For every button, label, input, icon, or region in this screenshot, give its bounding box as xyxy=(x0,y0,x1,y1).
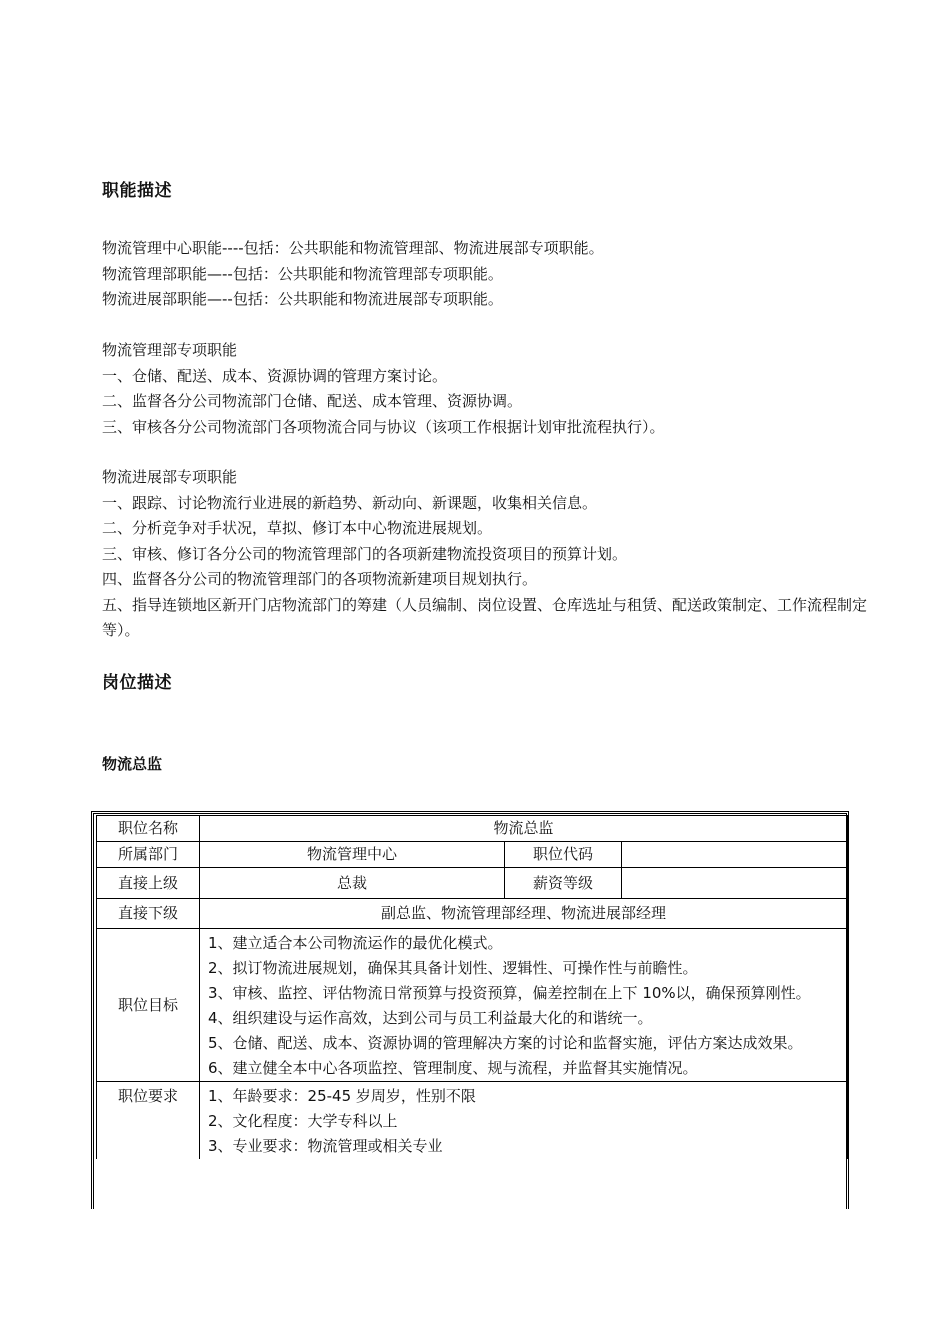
mgmt-dept-item: 三、审核各分公司物流部门各项物流合同与协议（该项工作根据计划审批流程执行）。 xyxy=(102,417,665,436)
requirement-item: 2、文化程度：大学专科以上 xyxy=(208,1112,398,1130)
goal-item: 2、拟订物流进展规划，确保其具备计划性、逻辑性、可操作性与前瞻性。 xyxy=(208,959,698,977)
job-heading: 物流总监 xyxy=(102,755,163,773)
table-row xyxy=(97,816,848,842)
dev-dept-title: 物流进展部专项职能 xyxy=(102,468,238,486)
dev-dept-item: 三、审核、修订各分公司的物流管理部门的各项新建物流投资项目的预算计划。 xyxy=(102,544,628,563)
goal-item: 5、仓储、配送、成本、资源协调的管理解决方案的讨论和监督实施，评估方案达成效果。 xyxy=(208,1034,803,1052)
salary-value xyxy=(622,868,848,899)
position-section-title: 岗位描述 xyxy=(102,673,172,693)
dept-value: 物流管理中心 xyxy=(200,842,505,868)
job-description-table xyxy=(96,815,848,1159)
requirement-item: 1、年龄要求：25-45 岁周岁，性别不限 xyxy=(208,1087,476,1105)
overview-line: 物流管理中心职能----包括：公共职能和物流管理部、物流进展部专项职能。 xyxy=(102,239,604,257)
label-cell: 职位代码 xyxy=(505,842,622,868)
requirement-item: 3、专业要求：物流管理或相关专业 xyxy=(208,1137,443,1155)
job-name-value: 物流总监 xyxy=(200,816,848,842)
superior-value: 总裁 xyxy=(200,868,505,899)
dev-dept-item: 一、跟踪、讨论物流行业进展的新趋势、新动向、新课题，收集相关信息。 xyxy=(102,493,598,512)
label-cell: 职位要求 xyxy=(97,1082,200,1160)
table-row xyxy=(97,868,848,899)
label-cell: 薪资等级 xyxy=(505,868,622,899)
goal-item: 1、建立适合本公司物流运作的最优化模式。 xyxy=(208,934,503,952)
label-cell: 职位名称 xyxy=(97,816,200,842)
subordinate-value: 副总监、物流管理部经理、物流进展部经理 xyxy=(200,899,848,929)
label-cell: 直接下级 xyxy=(97,899,200,929)
label-cell: 所属部门 xyxy=(97,842,200,868)
mgmt-dept-block xyxy=(102,338,872,440)
label-cell: 职位目标 xyxy=(97,929,200,1082)
code-value xyxy=(622,842,848,868)
dev-dept-block xyxy=(102,465,872,644)
label-cell: 直接上级 xyxy=(97,868,200,899)
table-row xyxy=(97,899,848,929)
goal-item: 4、组织建设与运作高效，达到公司与员工利益最大化的和谐统一。 xyxy=(208,1009,653,1027)
dev-dept-item: 二、分析竞争对手状况，草拟、修订本中心物流进展规划。 xyxy=(102,519,493,537)
table-row xyxy=(97,842,848,868)
overview-line: 物流管理部职能—--包括：公共职能和物流管理部专项职能。 xyxy=(102,264,503,283)
dev-dept-item: 五、指导连锁地区新开门店物流部门的筹建（人员编制、岗位设置、仓库选址与租赁、配送政策制定、工作流程制定等）。 xyxy=(102,595,868,639)
mgmt-dept-item: 一、仓储、配送、成本、资源协调的管理方案讨论。 xyxy=(102,366,448,385)
table-row xyxy=(97,929,848,1082)
duties-section-title: 职能描述 xyxy=(102,181,172,201)
goal-item: 3、审核、监控、评估物流日常预算与投资预算，偏差控制在上下 10%以，确保预算刚性。 xyxy=(208,984,811,1002)
dev-dept-item: 四、监督各分公司的物流管理部门的各项物流新建项目规划执行。 xyxy=(102,570,538,588)
mgmt-dept-item: 二、监督各分公司物流部门仓储、配送、成本管理、资源协调。 xyxy=(102,392,523,410)
goals-list xyxy=(200,929,848,1082)
overview-block xyxy=(102,236,872,313)
requirements-list xyxy=(200,1082,848,1160)
goal-item: 6、建立健全本中心各项监控、管理制度、规与流程，并监督其实施情况。 xyxy=(208,1059,698,1077)
table-row xyxy=(97,1082,848,1160)
overview-line: 物流进展部职能—--包括：公共职能和物流进展部专项职能。 xyxy=(102,290,503,308)
mgmt-dept-title: 物流管理部专项职能 xyxy=(102,341,238,359)
